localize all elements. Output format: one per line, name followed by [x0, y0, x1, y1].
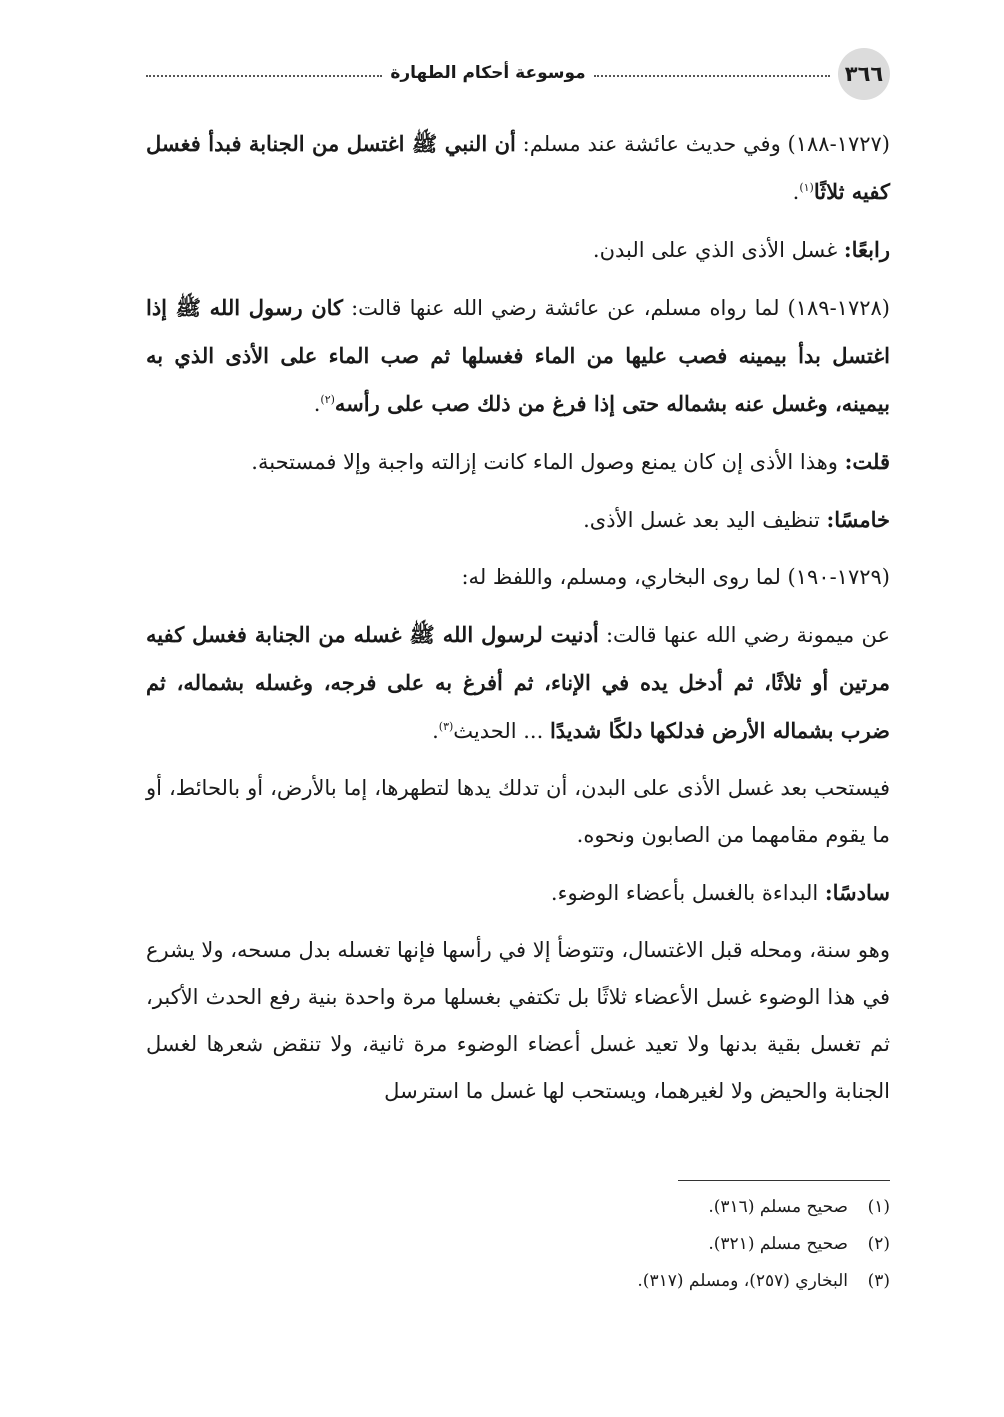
paragraph-text: عن ميمونة رضي الله عنها قالت:	[598, 623, 890, 647]
footnote-divider	[678, 1180, 890, 1181]
paragraph-fourth	[146, 226, 890, 274]
footnote-ref[interactable]: (٢)	[320, 393, 335, 406]
paragraph-sunnah	[146, 927, 890, 1115]
paragraph-recommendation	[146, 765, 890, 859]
paragraph-tail: ... الحديث	[453, 719, 550, 743]
paragraph-hadith-1729	[146, 554, 890, 601]
paragraph-text: غسل الأذى الذي على البدن.	[592, 238, 844, 262]
hadith-quote: أن النبي ﷺ اغتسل من الجنابة فبدأ فغسل كفيه ثلاثًا	[146, 131, 890, 204]
footnote-number: (١)	[867, 1197, 890, 1217]
paragraph-text: (١٧٢٨-١٨٩) لما رواه مسلم، عن عائشة رضي الله عنها قالت:	[343, 296, 890, 320]
footnote-number: (٢)	[867, 1234, 890, 1254]
paragraph-maymuna	[146, 611, 890, 755]
header-title-row	[146, 60, 830, 86]
footnotes	[146, 1180, 890, 1300]
section-lead: رابعًا:	[843, 237, 890, 262]
footnote-1	[146, 1189, 890, 1226]
section-lead: سادسًا:	[824, 880, 890, 905]
paragraph-end: .	[432, 719, 439, 743]
header-dots-right	[594, 75, 830, 77]
paragraph-text: فيستحب بعد غسل الأذى على البدن، أن تدلك يدها لتطهرها، إما بالأرض، أو بالحائط، أو ما يقوم مقامهما من الصابون ونحوه.	[146, 776, 890, 847]
paragraph-fifth	[146, 496, 890, 544]
page-header	[146, 48, 890, 100]
paragraph-text: تنظيف اليد بعد غسل الأذى.	[583, 508, 827, 532]
paragraph-hadith-1728	[146, 284, 890, 428]
section-lead: خامسًا:	[826, 507, 890, 532]
paragraph-note	[146, 438, 890, 486]
footnote-text: صحيح مسلم (٣٢١).	[708, 1234, 848, 1254]
paragraph-end: .	[313, 392, 321, 416]
footnote-ref[interactable]: (٣)	[438, 720, 454, 733]
paragraph-end: .	[792, 180, 800, 204]
header-dots-left	[146, 75, 382, 77]
paragraph-text: (١٧٢٧-١٨٨) وفي حديث عائشة عند مسلم:	[515, 132, 890, 156]
section-lead: قلت:	[844, 449, 890, 474]
page-body	[146, 120, 890, 1125]
footnote-text: البخاري (٢٥٧)، ومسلم (٣١٧).	[637, 1271, 848, 1291]
paragraph-text: وهذا الأذى إن كان يمنع وصول الماء كانت إزالته واجبة وإلا فمستحبة.	[251, 450, 845, 474]
footnote-ref[interactable]: (١)	[799, 181, 814, 194]
book-title: موسوعة أحكام الطهارة	[390, 63, 586, 83]
footnote-number: (٣)	[867, 1271, 890, 1291]
paragraph-text: وهو سنة، ومحله قبل الاغتسال، وتتوضأ إلا في رأسها فإنها تغسله بدل مسحه، ولا يشرع في هذا الوضوء غسل الأعضاء ثلاثًا بل تكتفي بغسلها مرة واحدة بنية رفع الحدث الأكبر، ثم تغسل بقية بدنها ولا تعيد غسل أعضاء الوضوء مرة ثانية، ولا تنقض شعرها لغسل الجنابة والحيض ولا لغيرهما، ويستحب لها غسل ما استرسل	[146, 938, 890, 1103]
page-number: ٣٦٦	[844, 62, 884, 86]
hadith-quote: أدنيت لرسول الله ﷺ غسله من الجنابة فغسل كفيه مرتين أو ثلاثًا، ثم أدخل يده في الإناء، ثم أفرغ به على فرجه، وغسله بشماله، ثم ضرب بشماله الأرض فدلكها دلكًا شديدًا	[146, 622, 890, 743]
paragraph-sixth	[146, 869, 890, 917]
hadith-quote: كان رسول الله ﷺ إذا اغتسل بدأ بيمينه فصب عليها من الماء فغسلها ثم صب الماء على الأذى الذي به بيمينه، وغسل عنه بشماله حتى إذا فرغ من ذلك صب على رأسه	[146, 295, 890, 416]
page-number-badge	[838, 48, 890, 100]
footnote-2	[146, 1226, 890, 1263]
footnote-3	[146, 1263, 890, 1300]
paragraph-text: البداءة بالغسل بأعضاء الوضوء.	[550, 881, 825, 905]
paragraph-text: (١٧٢٩-١٩٠) لما روى البخاري، ومسلم، واللفظ له:	[461, 565, 890, 589]
paragraph-hadith-1727	[146, 120, 890, 216]
footnote-text: صحيح مسلم (٣١٦).	[708, 1197, 848, 1217]
